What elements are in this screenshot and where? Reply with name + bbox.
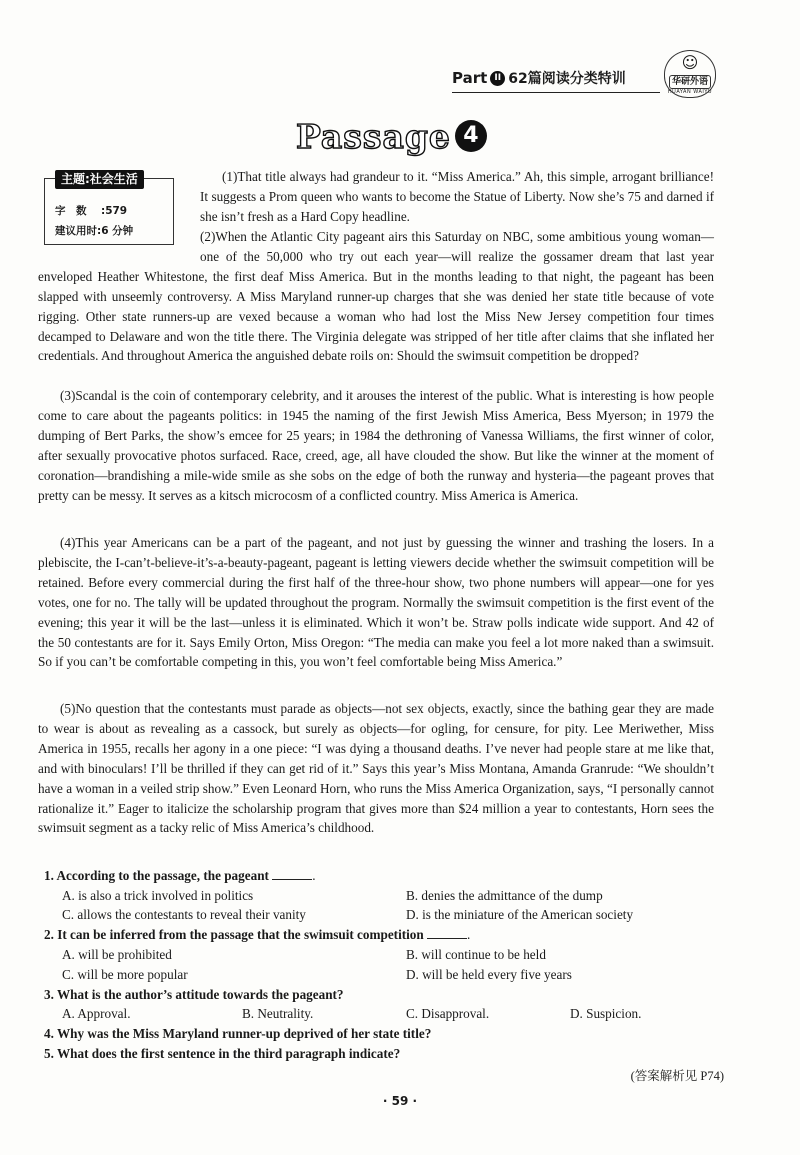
q2-option-d: D. will be held every five years (406, 967, 572, 982)
paragraph-2-wrap (38, 227, 714, 366)
publisher-logo (664, 50, 716, 98)
q2-option-c: C. will be more popular (62, 967, 188, 982)
answer-blank (427, 928, 467, 939)
q1-option-d: D. is the miniature of the American society (406, 907, 634, 922)
page-number: · 59 · (382, 1094, 418, 1108)
paragraph-4: (4)This year Americans can be a part of the pageant, and not just by guessing the winner and trashing the losers. In a plebiscite, the I-can’t-believe-it’s-a-beauty-pageant, pageant is letting viewers decide whether the swimsuit competition will be retained. Before every commercial during the first half of the three-hour show, two phone numbers will appear—one for yes votes, one for no. The tally will be updated throughout the program. Normally the swimsuit competition is the first event of the evening; this year it will be the last—unless it is eliminated. Which it won’t be. Straw polls indicate wide support. And 42 of the 50 contestants are for it. Says Emily Orton, Miss Oregon: “The media can make you feel a lot more naked than a swimsuit. So if you can’t be comfortable competing in this, you won’t feel comfortable being Miss America.” (38, 535, 714, 670)
q3-option-c: C. Disapproval. (406, 1006, 490, 1021)
header-rule (452, 92, 660, 93)
q1-option-a: A. is also a trick involved in politics (62, 888, 254, 903)
question-1: 1. According to the passage, the pageant . (44, 868, 316, 883)
answer-blank (272, 869, 312, 880)
q3-option-b: B. Neutrality. (242, 1006, 314, 1021)
q2-option-a: A. will be prohibited (62, 947, 172, 962)
series-title: 62篇阅读分类特训 (508, 71, 626, 87)
paragraph-3: (3)Scandal is the coin of contemporary celebrity, and it arouses the interest of the public. What is interesting is how people come to care about the pageants politics: in 1945 the naming of the first Jewish Miss America, Bess Myerson; in 1979 the dumping of Bert Parks, the show’s emcee for 25 years; in 1984 the dethroning of Vanessa Williams, the first winner of color, after sexually provocative photos surfaced. Race, creed, age, all have clouded the show. But like the winner at the moment of coronation—brandishing a mile-wide smile as she sobs on the edge of both the runway and hysteria—the pageant proves that pretty can be messy. It serves as a kitsch microcosm of a conflicted country. Miss America is America. (38, 388, 714, 503)
q3-option-d: D. Suspicion. (570, 1006, 642, 1021)
question-4: 4. Why was the Miss Maryland runner-up deprived of her state title? (44, 1026, 432, 1041)
paragraph-2: (2)When the Atlantic City pageant airs this Saturday on NBC, some ambitious young woman—one of the 50,000 who try out each year—will realize the gossamer dream that last year enveloped Heather Whitestone, the first deaf Miss America. But in the months leading to that night, the pageant has been slapped with unseemly controversy. A Miss Maryland runner-up charges that she was denied her state title because of vote rigging. Other state runners-up are vexed because a woman who had lost the Miss New Jersey competition four times decamped to Delaware and won the title there. The Virginia delegate was stripped of her title after claims that she inflated her credentials. And throughout America the anguished debate roils on: Should the swimsuit competition be dropped? (38, 229, 714, 364)
q1-option-b: B. denies the admittance of the dump (406, 888, 603, 903)
question-5: 5. What does the first sentence in the third paragraph indicate? (44, 1046, 401, 1061)
topic-tag: 主题:社会生活 (55, 170, 144, 189)
q3-option-a: A. Approval. (62, 1006, 131, 1021)
part-numeral-badge: II (490, 71, 505, 86)
logo-text: 华研外语 (669, 75, 711, 89)
paragraph-5: (5)No question that the contestants must parade as objects—not sex objects, exactly, since the bathing gear they are made to wear is about as revealing as a cassock, but surely as objects—for ogling, for censure, for pity. Lee Meriwether, Miss America in 1955, recalls her agony in a one piece: “I was dying a thousand deaths. I’ve never had people stare at me like that, and with binoculars! I’ll be thrilled if they can get rid of it.” Says this year’s Miss Montana, Amanda Granrude: “We shouldn’t have a woman in a veiled strip show.” Even Leonard Horn, who runs the Miss America Organization, says, “I personally cannot rationalize it.” Eager to italicize the scholarship program that gives more than $24 million a year to contestants, Horn sees the swimsuit segment as a tacky relic of Miss America’s childhood. (38, 701, 714, 836)
q1-option-c: C. allows the contestants to reveal their vanity (62, 907, 306, 922)
question-2: 2. It can be inferred from the passage that the swimsuit competition . (44, 927, 471, 942)
mascot-icon: ☺ (681, 53, 699, 72)
suggested-time: 建议用时:6 分钟 (55, 225, 134, 237)
paragraph-1: (1)That title always had grandeur to it. “Miss America.” Ah, this simple, arrogant brilliance! It suggests a Prom queen who wants to become the Statue of Liberty. Now she’s 75 and darned if she isn’t fresh as a Hard Copy headline. (200, 169, 714, 224)
part-heading: Part II 62篇阅读分类特训 (452, 69, 626, 87)
answer-reference: (答案解析见 P74) (630, 1069, 724, 1083)
passage-title (296, 115, 487, 157)
question-3: 3. What is the author’s attitude towards the pageant? (44, 987, 344, 1002)
word-count: 字 数 :579 (55, 205, 128, 217)
q2-option-b: B. will continue to be held (406, 947, 546, 962)
passage-number-badge: 4 (455, 120, 487, 152)
passage-title-word: Passage (296, 116, 451, 156)
logo-subtext: HUAYAN WAIYU (667, 89, 713, 95)
